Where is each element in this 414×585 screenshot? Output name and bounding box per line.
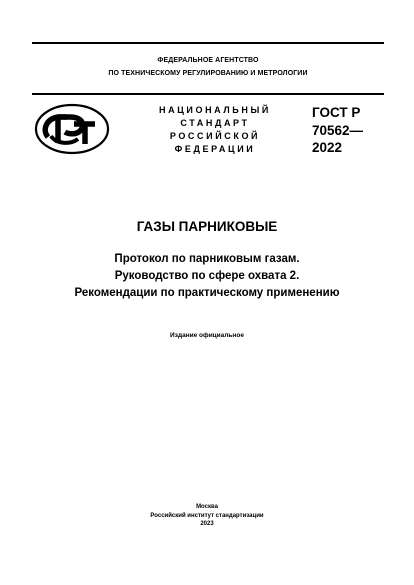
designation-line: ГОСТ Р: [312, 105, 361, 120]
gost-r-logo-icon: [34, 103, 110, 155]
standard-type-line: РОССИЙСКОЙ: [169, 131, 261, 141]
standard-designation: [312, 104, 363, 157]
document-title: ГАЗЫ ПАРНИКОВЫЕ: [136, 219, 278, 234]
agency-name-line-2: ПО ТЕХНИЧЕСКОМУ РЕГУЛИРОВАНИЮ И МЕТРОЛОГИИ: [108, 70, 308, 77]
designation-line: 2022: [312, 140, 343, 155]
subtitle-line: Протокол по парниковым газам.: [114, 253, 300, 265]
imprint-publisher: Российский институт стандартизации: [150, 512, 264, 519]
designation-line: 70562—: [312, 122, 364, 138]
subtitle-line: Рекомендации по практическому применению: [74, 287, 340, 299]
standard-type-block: [148, 104, 282, 156]
subtitle-line: Руководство по сфере охвата 2.: [114, 270, 300, 282]
top-rule: [32, 42, 384, 44]
imprint-footer: [0, 503, 414, 529]
document-subtitle: [0, 251, 414, 302]
agency-name-line-1: ФЕДЕРАЛЬНОЕ АГЕНТСТВО: [157, 57, 259, 64]
edition-label: Издание официальное: [170, 332, 244, 339]
imprint-city: Москва: [196, 504, 218, 510]
standard-type-line: НАЦИОНАЛЬНЫЙ: [159, 105, 271, 115]
header-rule: [32, 93, 384, 95]
standard-type-line: СТАНДАРТ: [180, 118, 250, 128]
standard-type-line: ФЕДЕРАЦИИ: [174, 144, 256, 154]
imprint-year: 2023: [200, 521, 214, 527]
